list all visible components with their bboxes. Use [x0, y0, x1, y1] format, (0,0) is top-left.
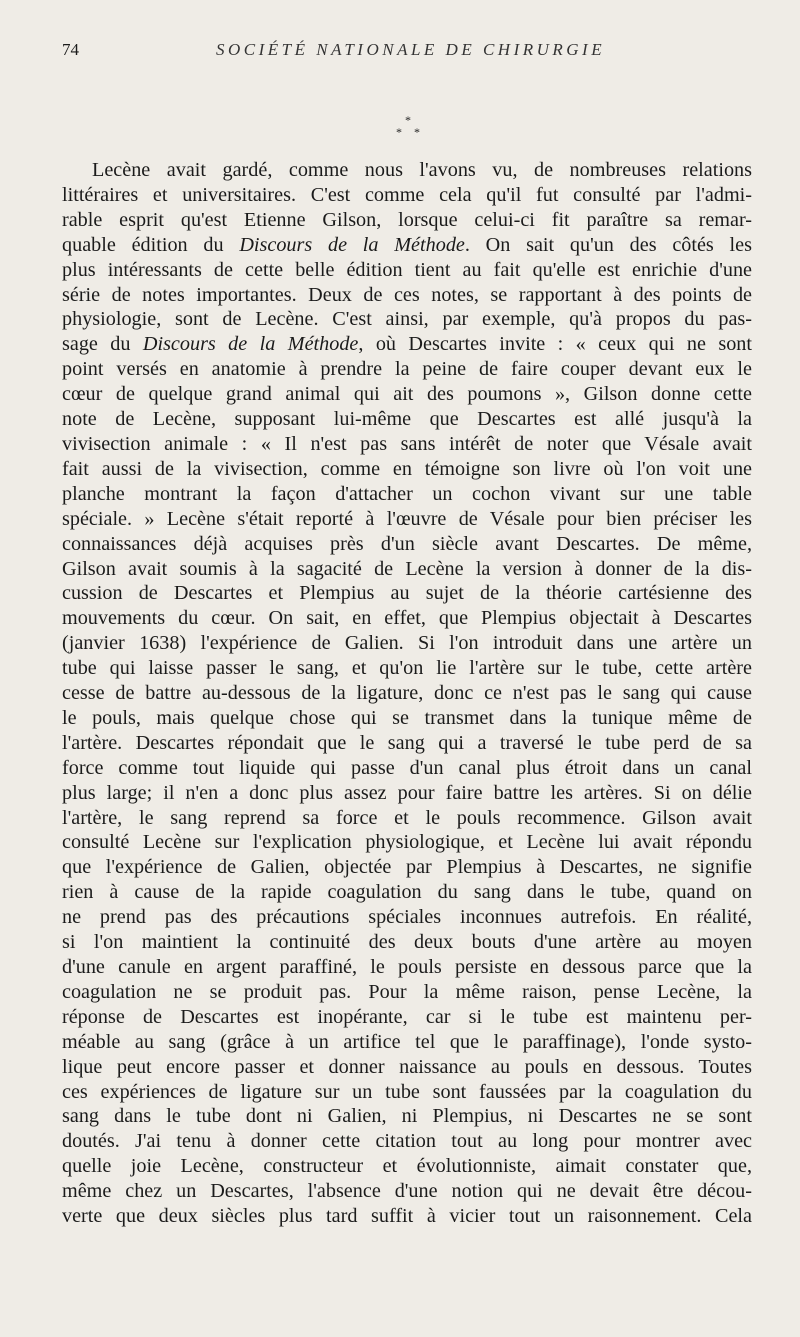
body-line: le pouls, mais quelque chose qui se transmet dans la tunique même de [62, 706, 752, 729]
body-line: lique peut encore passer et donner naissance au pouls en dessous. Toutes [62, 1055, 752, 1078]
body-line: sage du Discours de la Méthode, où Descartes invite : « ceux qui ne sont [62, 333, 752, 356]
body-line: quelle joie Lecène, constructeur et évolutionniste, aimait constater que, [62, 1155, 752, 1178]
section-separator [0, 110, 800, 144]
body-line: sang dans le tube dont ni Galien, ni Plempius, ni Descartes ne se sont [62, 1105, 752, 1128]
body-line: vivisection animale : « Il n'est pas sans intérêt de noter que Vésale avait [62, 432, 752, 455]
body-line: spéciale. » Lecène s'était reporté à l'œuvre de Vésale pour bien préciser les [62, 507, 752, 530]
body-line: quable édition du Discours de la Méthode. On sait qu'un des côtés les [62, 233, 752, 256]
body-line: cœur de quelque grand animal qui ait des poumons », Gilson donne cette [62, 383, 752, 406]
page-header [0, 36, 800, 66]
body-line: note de Lecène, supposant lui-même que Descartes est allé jusqu'à la [62, 408, 752, 431]
body-line: planche montrant la façon d'attacher un cochon vivant sur une table [62, 482, 752, 505]
body-line: Gilson avait soumis à la sagacité de Lecène la version à donner de la dis- [62, 557, 752, 580]
body-line: connaissances déjà acquises près d'un siècle avant Descartes. De même, [62, 532, 752, 555]
page-number: 74 [62, 40, 79, 59]
body-line: coagulation ne se produit pas. Pour la même raison, pense Lecène, la [62, 980, 752, 1003]
body-line: force comme tout liquide qui passe d'un canal plus étroit dans un canal [62, 756, 752, 779]
body-line: tube qui laisse passer le sang, et qu'on lie l'artère sur le tube, cette artère [62, 657, 752, 680]
body-line: physiologie, sont de Lecène. C'est ainsi, par exemple, qu'à propos du pas- [62, 308, 752, 331]
body-line: même chez un Descartes, l'absence d'une notion qui ne devait être décou- [62, 1180, 752, 1203]
body-line: Lecène avait gardé, comme nous l'avons vu, de nombreuses relations [92, 159, 752, 181]
body-line: l'artère, le sang reprend sa force et le pouls recommence. Gilson avait [62, 806, 752, 829]
body-line: réponse de Descartes est inopérante, car si le tube est maintenu per- [62, 1005, 752, 1028]
body-line: (janvier 1638) l'expérience de Galien. Si l'on introduit dans une artère un [62, 632, 752, 655]
body-line: d'une canule en argent paraffiné, le pouls persiste en dessous parce que la [62, 956, 752, 978]
body-line: plus intéressants de cette belle édition tient au fait qu'elle est enrichie d'une [62, 258, 752, 281]
body-line: verte que deux siècles plus tard suffit à vicier tout un raisonnement. Cela [62, 1205, 752, 1228]
body-line: si l'on maintient la continuité des deux bouts d'une artère au moyen [62, 931, 752, 954]
body-line: méable au sang (grâce à un artifice tel que le paraffinage), l'onde systo- [62, 1030, 752, 1053]
body-line: doutés. J'ai tenu à donner cette citation tout au long pour montrer avec [62, 1130, 752, 1153]
body-line: ne prend pas des précautions spéciales inconnues autrefois. En réalité, [62, 906, 752, 929]
body-line: point versés en anatomie à prendre la peine de faire couper devant eux le [62, 358, 752, 381]
body-line: rable esprit qu'est Etienne Gilson, lorsque celui-ci fit paraître sa remar- [62, 208, 752, 231]
body-line: ces expériences de ligature sur un tube sont faussées par la coagulation du [62, 1080, 752, 1103]
body-line: consulté Lecène sur l'explication physiologique, et Lecène lui avait répondu [62, 831, 752, 854]
body-line: que l'expérience de Galien, objectée par Plempius à Descartes, ne signifie [62, 856, 752, 879]
body-paragraph [62, 158, 752, 1229]
body-line: rien à cause de la rapide coagulation du sang dans le tube, quand on [62, 881, 752, 904]
separator-star: * [414, 125, 420, 139]
body-line: série de notes importantes. Deux de ces notes, se rapportant à des points de [62, 283, 752, 306]
separator-star: * [396, 125, 402, 139]
separator-star: * [405, 113, 411, 127]
body-line: cussion de Descartes et Plempius au sujet de la théorie cartésienne des [62, 582, 752, 605]
body-line: fait aussi de la vivisection, comme en témoigne son livre où l'on voit une [62, 457, 752, 480]
body-line: cesse de battre au-dessous de la ligature, donc ce n'est pas le sang qui cause [62, 682, 752, 705]
body-line: littéraires et universitaires. C'est comme cela qu'il fut consulté par l'admi- [62, 183, 752, 206]
body-line: plus large; il n'en a donc plus assez pour faire battre les artères. Si on délie [62, 781, 752, 804]
running-head: SOCIÉTÉ NATIONALE DE CHIRURGIE [216, 40, 606, 59]
body-line: l'artère. Descartes répondait que le sang qui a traversé le tube perd de sa [62, 731, 752, 754]
body-line: mouvements du cœur. On sait, en effet, que Plempius objectait à Descartes [62, 607, 752, 630]
